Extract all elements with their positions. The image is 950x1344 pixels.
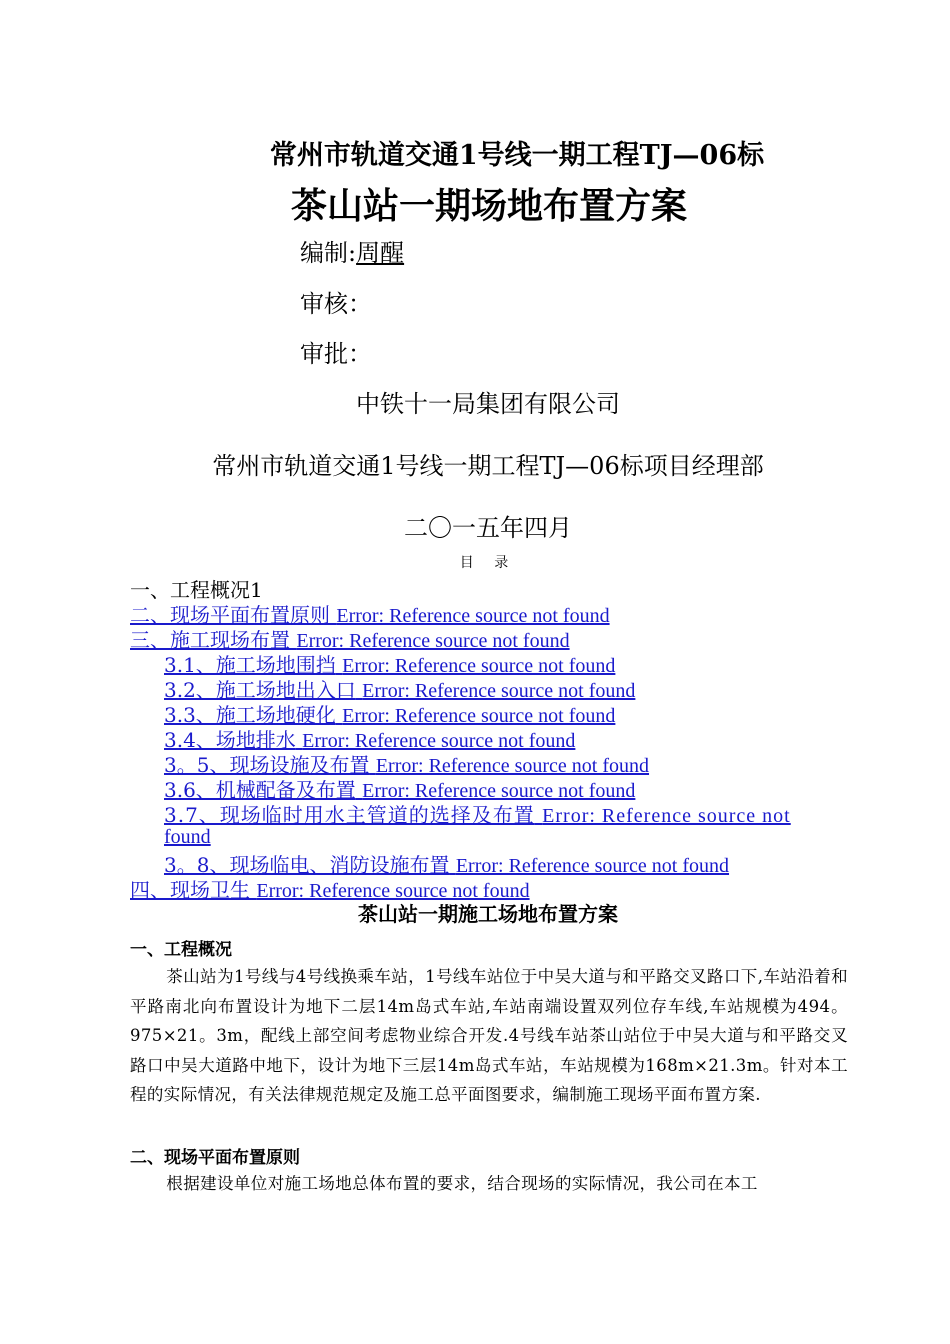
heading-principles: 二、现场平面布置原则 xyxy=(130,1148,300,1168)
toc-label: 3。8、现场临电、消防设施布置 xyxy=(164,853,450,877)
toc-label: 3.2、施工场地出入口 xyxy=(164,678,356,702)
toc-ref: Error: Reference source not found xyxy=(342,705,616,727)
review-line: 审核： xyxy=(300,290,372,318)
toc-ref: Error: Reference source not xyxy=(542,805,791,827)
toc-label: 3.6、机械配备及布置 xyxy=(164,778,356,802)
toc-label: 3.4、场地排水 xyxy=(164,728,296,752)
document-title: 茶山站一期场地布置方案 xyxy=(290,185,687,227)
section-title: 茶山站一期施工场地布置方案 xyxy=(358,902,618,926)
toc-label: 三、施工现场布置 xyxy=(130,628,290,652)
toc-label: 一、工程概况 xyxy=(130,578,250,602)
toc-label: 四、现场卫生 xyxy=(130,878,250,902)
toc-label: 3.3、施工场地硬化 xyxy=(164,703,336,727)
company-name: 中铁十一局集团有限公司 xyxy=(356,390,620,418)
toc-item-3-7-wrap[interactable] xyxy=(164,824,211,849)
toc-label: 二、现场平面布置原则 xyxy=(130,603,330,627)
toc-page: 1 xyxy=(250,578,263,602)
toc-ref: Error: Reference source not found xyxy=(342,655,616,677)
toc-ref: Error: Reference source not found xyxy=(336,605,610,627)
paragraph-overview: 茶山站为1号线与4号线换乘车站，1号线车站位于中吴大道与和平路交叉路口下,车站沿着和平路南北向布置设计为地下二层14m岛式车站,车站南端设置双列位存车线,车站规模为494。975×21。3m，配线上部空间考虑物业综合开发.4号线车站茶山站位于中吴大道与和平路交叉路口中吴大道路中地下，设计为地下三层14m岛式车站，车站规模为168m×21.3m。针对本工程的实际情况，有关法律规范规定及施工总平面图要求，编制施工现场平面布置方案. xyxy=(130,967,848,1104)
toc-ref: Error: Reference source not found xyxy=(296,630,570,652)
compiler-line xyxy=(300,233,404,268)
toc-label: 3.1、施工场地围挡 xyxy=(164,653,336,677)
toc-label: 3.7、现场临时用水主管道的选择及布置 xyxy=(164,803,535,827)
toc-ref: Error: Reference source not found xyxy=(256,880,530,902)
toc-link[interactable] xyxy=(164,824,211,848)
heading-overview: 一、工程概况 xyxy=(130,940,232,960)
approve-line: 审批： xyxy=(300,340,372,368)
department-name: 常州市轨道交通1号线一期工程TJ—06标项目经理部 xyxy=(212,452,764,480)
toc-item-3-7[interactable] xyxy=(164,799,791,828)
toc-heading: 目 录 xyxy=(459,555,517,571)
document-date: 二〇一五年四月 xyxy=(404,514,572,542)
paragraph-principles: 根据建设单位对施工场地总体布置的要求，结合现场的实际情况，我公司在本工 xyxy=(166,1174,758,1193)
toc-link[interactable] xyxy=(164,803,791,827)
toc-ref: Error: Reference source not found xyxy=(362,780,636,802)
toc-label: 3。5、现场设施及布置 xyxy=(164,753,370,777)
project-title: 常州市轨道交通1号线一期工程TJ—06标 xyxy=(269,140,765,171)
toc-ref: Error: Reference source not found xyxy=(302,730,576,752)
toc-ref: Error: Reference source not found xyxy=(455,855,730,877)
toc-ref: found xyxy=(164,826,211,848)
compiler-name: 周醒 xyxy=(356,239,405,267)
toc-ref: Error: Reference source not found xyxy=(375,755,650,777)
toc-ref: Error: Reference source not found xyxy=(362,680,636,702)
compiler-label: 编制: xyxy=(300,239,357,267)
